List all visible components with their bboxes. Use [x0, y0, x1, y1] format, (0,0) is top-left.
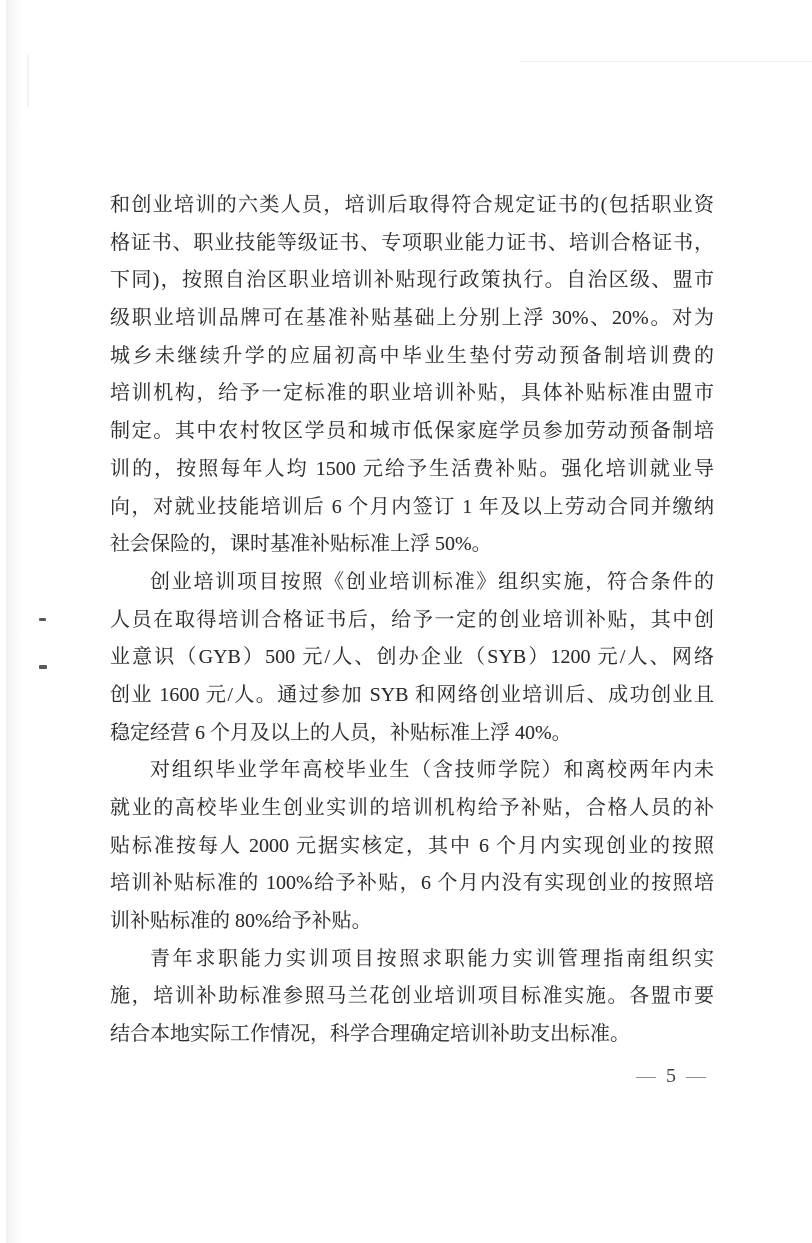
body-line: 格证书、职业技能等级证书、专项职业能力证书、培训合格证书，: [110, 231, 714, 254]
page-number-dash: —: [686, 1065, 707, 1087]
margin-dash-mark: [39, 618, 46, 621]
body-line: 青年求职能力实训项目按照求职能力实训管理指南组织实: [150, 947, 714, 970]
body-line: 培训机构，给予一定标准的职业培训补贴，具体补贴标准由盟市: [110, 382, 714, 405]
body-line: 人员在取得培训合格证书后，给予一定的创业培训补贴，其中创: [110, 608, 714, 631]
scan-edge-shadow: [6, 0, 22, 1243]
body-line: 训的，按照每年人均 1500 元给予生活费补贴。强化培训就业导: [110, 457, 714, 480]
body-line: 下同)，按照自治区职业培训补贴现行政策执行。自治区级、盟市: [110, 269, 714, 292]
body-line: 级职业培训品牌可在基准补贴基础上分别上浮 30%、20%。对为: [110, 307, 714, 330]
body-line: 制定。其中农村牧区学员和城市低保家庭学员参加劳动预备制培: [110, 420, 714, 443]
body-line: 就业的高校毕业生创业实训的培训机构给予补贴，合格人员的补: [110, 797, 714, 819]
body-line: 施，培训补助标准参照马兰花创业培训项目标准实施。各盟市要: [110, 985, 714, 1008]
body-line: 对组织毕业学年高校毕业生（含技师学院）和离校两年内未: [150, 759, 714, 782]
document-body: [110, 187, 714, 1054]
body-line: 培训补贴标准的 100%给予补贴，6 个月内没有实现创业的按照培: [110, 872, 714, 895]
page-number-value: 5: [666, 1065, 677, 1087]
body-line: 创业培训项目按照《创业培训标准》组织实施，符合条件的: [150, 570, 714, 593]
scan-artifact-hairline: [520, 61, 812, 62]
margin-dash-mark: [39, 665, 47, 669]
body-line: 和创业培训的六类人员，培训后取得符合规定证书的(包括职业资: [110, 194, 714, 216]
scan-artifact-smudge: [27, 55, 29, 107]
body-line: 结合本地实际工作情况，科学合理确定培训补助支出标准。: [110, 1023, 630, 1046]
body-line: 训补贴标准的 80%给予补贴。: [110, 910, 372, 933]
body-line: 社会保险的，课时基准补贴标准上浮 50%。: [110, 533, 492, 556]
body-line: 贴标准按每人 2000 元据实核定，其中 6 个月内实现创业的按照: [110, 834, 714, 857]
body-line: 稳定经营 6 个月及以上的人员，补贴标准上浮 40%。: [110, 721, 572, 744]
page-number: [636, 1063, 707, 1089]
body-line: 创业 1600 元/人。通过参加 SYB 和网络创业培训后、成功创业且: [110, 683, 714, 706]
body-line: 业意识（GYB）500 元/人、创办企业（SYB）1200 元/人、网络: [110, 646, 714, 669]
body-line: 向，对就业技能培训后 6 个月内签订 1 年及以上劳动合同并缴纳: [110, 495, 714, 518]
page-number-dash: —: [636, 1065, 657, 1087]
body-line: 城乡未继续升学的应届初高中毕业生垫付劳动预备制培训费的: [110, 344, 714, 367]
